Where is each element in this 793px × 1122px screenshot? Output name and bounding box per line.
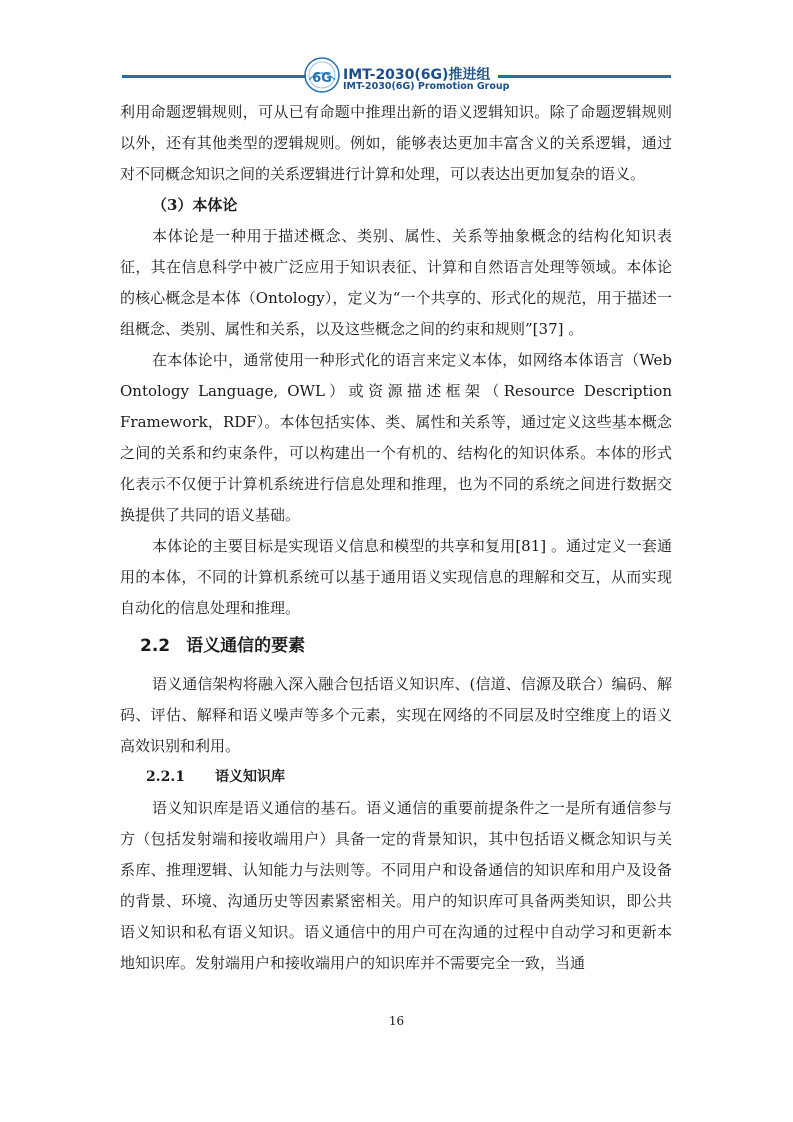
paragraph-ontology-definition: 本体论是一种用于描述概念、类别、属性、关系等抽象概念的结构化知识表征，其在信息科学中被广泛应用于知识表征、计算和自然语言处理等领域。本体论的核心概念是本体（Ontology），定义为“一个共享的、形式化的规范，用于描述一组概念、类别、属性和关系，以及这些概念之间的约束和规则”[37] 。 <box>120 227 672 338</box>
paragraph-semantic-elements: 语义通信架构将融入深入融合包括语义知识库、(信道、信源及联合）编码、解码、评估、解释和语义噪声等多个元素，实现在网络的不同层及时空维度上的语义高效识别和利用。 <box>120 675 672 755</box>
header-rule-right <box>498 75 671 78</box>
page-header <box>0 54 793 98</box>
subsection-heading-2-2-1 <box>120 762 672 793</box>
svg-text:6G: 6G <box>312 71 332 86</box>
heading-ontology: （3）本体论 <box>152 196 238 214</box>
subsection-title: 语义知识库 <box>214 769 285 785</box>
section-title: 语义通信的要素 <box>186 636 306 656</box>
imt-2030-logo-icon <box>303 56 341 94</box>
org-subtitle: IMT-2030(6G) Promotion Group <box>343 81 510 92</box>
org-name: IMT-2030(6G)推进组 <box>343 67 491 83</box>
header-rule-left <box>122 75 306 78</box>
page-body <box>120 97 672 979</box>
paragraph-ontology-goal: 本体论的主要目标是实现语义信息和模型的共享和复用[81] 。通过定义一套通用的本体，不同的计算机系统可以基于通用语义实现信息的理解和交互，从而实现自动化的信息处理和推理。 <box>120 537 672 617</box>
subsection-number: 2.2.1 <box>146 769 185 785</box>
paragraph-logic-rules: 利用命题逻辑规则，可从已有命题中推理出新的语义逻辑知识。除了命题逻辑规则以外，还有其他类型的逻辑规则。例如，能够表达更加丰富含义的关系逻辑，通过对不同概念知识之间的关系逻辑进行计算和处理，可以表达出更加复杂的语义。 <box>120 103 672 183</box>
paragraph-knowledge-base: 语义知识库是语义通信的基石。语义通信的重要前提条件之一是所有通信参与方（包括发射端和接收端用户）具备一定的背景知识，其中包括语义概念知识与关系库、推理逻辑、认知能力与法则等。不同用户和设备通信的知识库和用户及设备的背景、环境、沟通历史等因素紧密相关。用户的知识库可具备两类知识，即公共语义知识和私有语义知识。语义通信中的用户可在沟通的过程中自动学习和更新本地知识库。发射端用户和接收端用户的知识库并不需要完全一致，当通 <box>120 799 672 972</box>
section-heading-2-2 <box>120 633 672 659</box>
paragraph-ontology-language: 在本体论中，通常使用一种形式化的语言来定义本体，如网络本体语言（Web Ontology Language, OWL）或资源描述框架（Resource Description Framework，RDF）。本体包括实体、类、属性和关系等，通过定义这些基本概念之间的关系和约束条件，可以构建出一个有机的、结构化的知识体系。本体的形式化表示不仅便于计算机系统进行信息处理和推理，也为不同的系统之间进行数据交换提供了共同的语义基础。 <box>120 351 672 524</box>
page-number: 16 <box>388 1014 405 1028</box>
section-number: 2.2 <box>140 636 171 656</box>
